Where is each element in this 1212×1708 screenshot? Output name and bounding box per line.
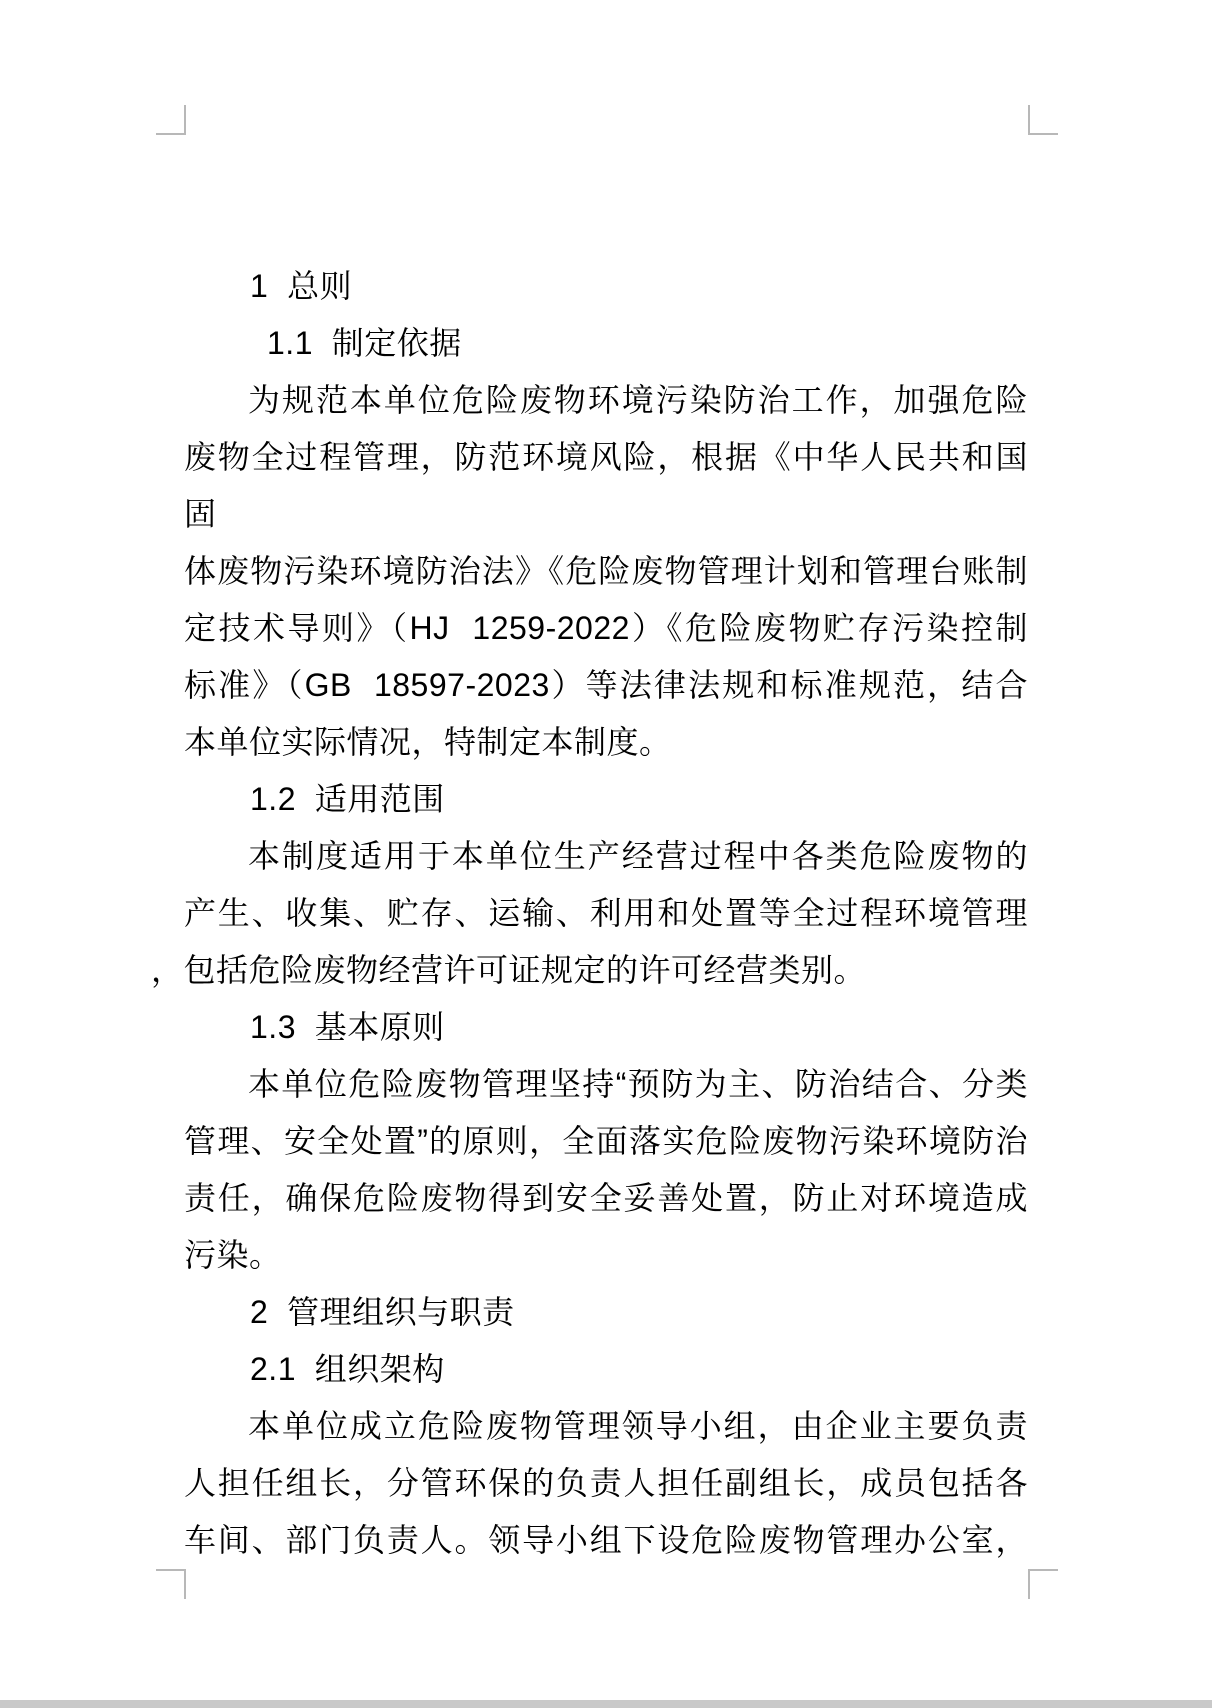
paragraph-line: ，包括危险废物经营许可证规定的许可经营类别。 — [151, 952, 867, 988]
paragraph-line: 污染。 — [184, 1237, 282, 1273]
section-heading: 2.1 组织架构 — [250, 1351, 445, 1387]
section-heading: 1.1 制定依据 — [267, 325, 462, 361]
paragraph-line: 定技术导则》（HJ 1259-2022）《危险废物贮存污染控制 — [184, 610, 1028, 646]
crop-mark-bottom-right — [1028, 1569, 1058, 1599]
paragraph-line: 人担任组长，分管环保的负责人担任副组长，成员包括各 — [184, 1465, 1028, 1501]
crop-mark-bottom-left — [156, 1569, 186, 1599]
paragraph-line: 责任，确保危险废物得到安全妥善处置，防止对环境造成 — [184, 1180, 1028, 1216]
window-bottom-edge — [0, 1700, 1212, 1708]
paragraph-line: 本单位实际情况，特制定本制度。 — [184, 724, 672, 760]
paragraph-line: 体废物污染环境防治法》《危险废物管理计划和管理台账制 — [184, 553, 1028, 589]
paragraph-line: 本单位成立危险废物管理领导小组，由企业主要负责 — [248, 1408, 1028, 1444]
section-heading: 1.2 适用范围 — [250, 781, 445, 817]
paragraph-line: 废物全过程管理，防范环境风险，根据《中华人民共和国固 — [184, 439, 1028, 532]
paragraph-line: 本制度适用于本单位生产经营过程中各类危险废物的 — [248, 838, 1028, 874]
paragraph-line: 本单位危险废物管理坚持“预防为主、防治结合、分类 — [248, 1066, 1028, 1102]
section-heading: 1.3 基本原则 — [250, 1009, 445, 1045]
document-body — [151, 258, 1028, 1569]
paragraph-line: 标准》（GB 18597-2023）等法律法规和标准规范，结合 — [184, 667, 1028, 703]
paragraph-line: 管理、安全处置”的原则，全面落实危险废物污染环境防治 — [184, 1123, 1028, 1159]
section-heading: 1 总则 — [250, 268, 353, 304]
paragraph-line: 车间、部门负责人。领导小组下设危险废物管理办公室， — [184, 1522, 1028, 1558]
paragraph-line: 为规范本单位危险废物环境污染防治工作，加强危险 — [248, 382, 1028, 418]
crop-mark-top-left — [156, 105, 186, 135]
paragraph-line: 产生、收集、贮存、运输、利用和处置等全过程环境管理 — [184, 895, 1028, 931]
section-heading: 2 管理组织与职责 — [250, 1294, 515, 1330]
crop-mark-top-right — [1028, 105, 1058, 135]
